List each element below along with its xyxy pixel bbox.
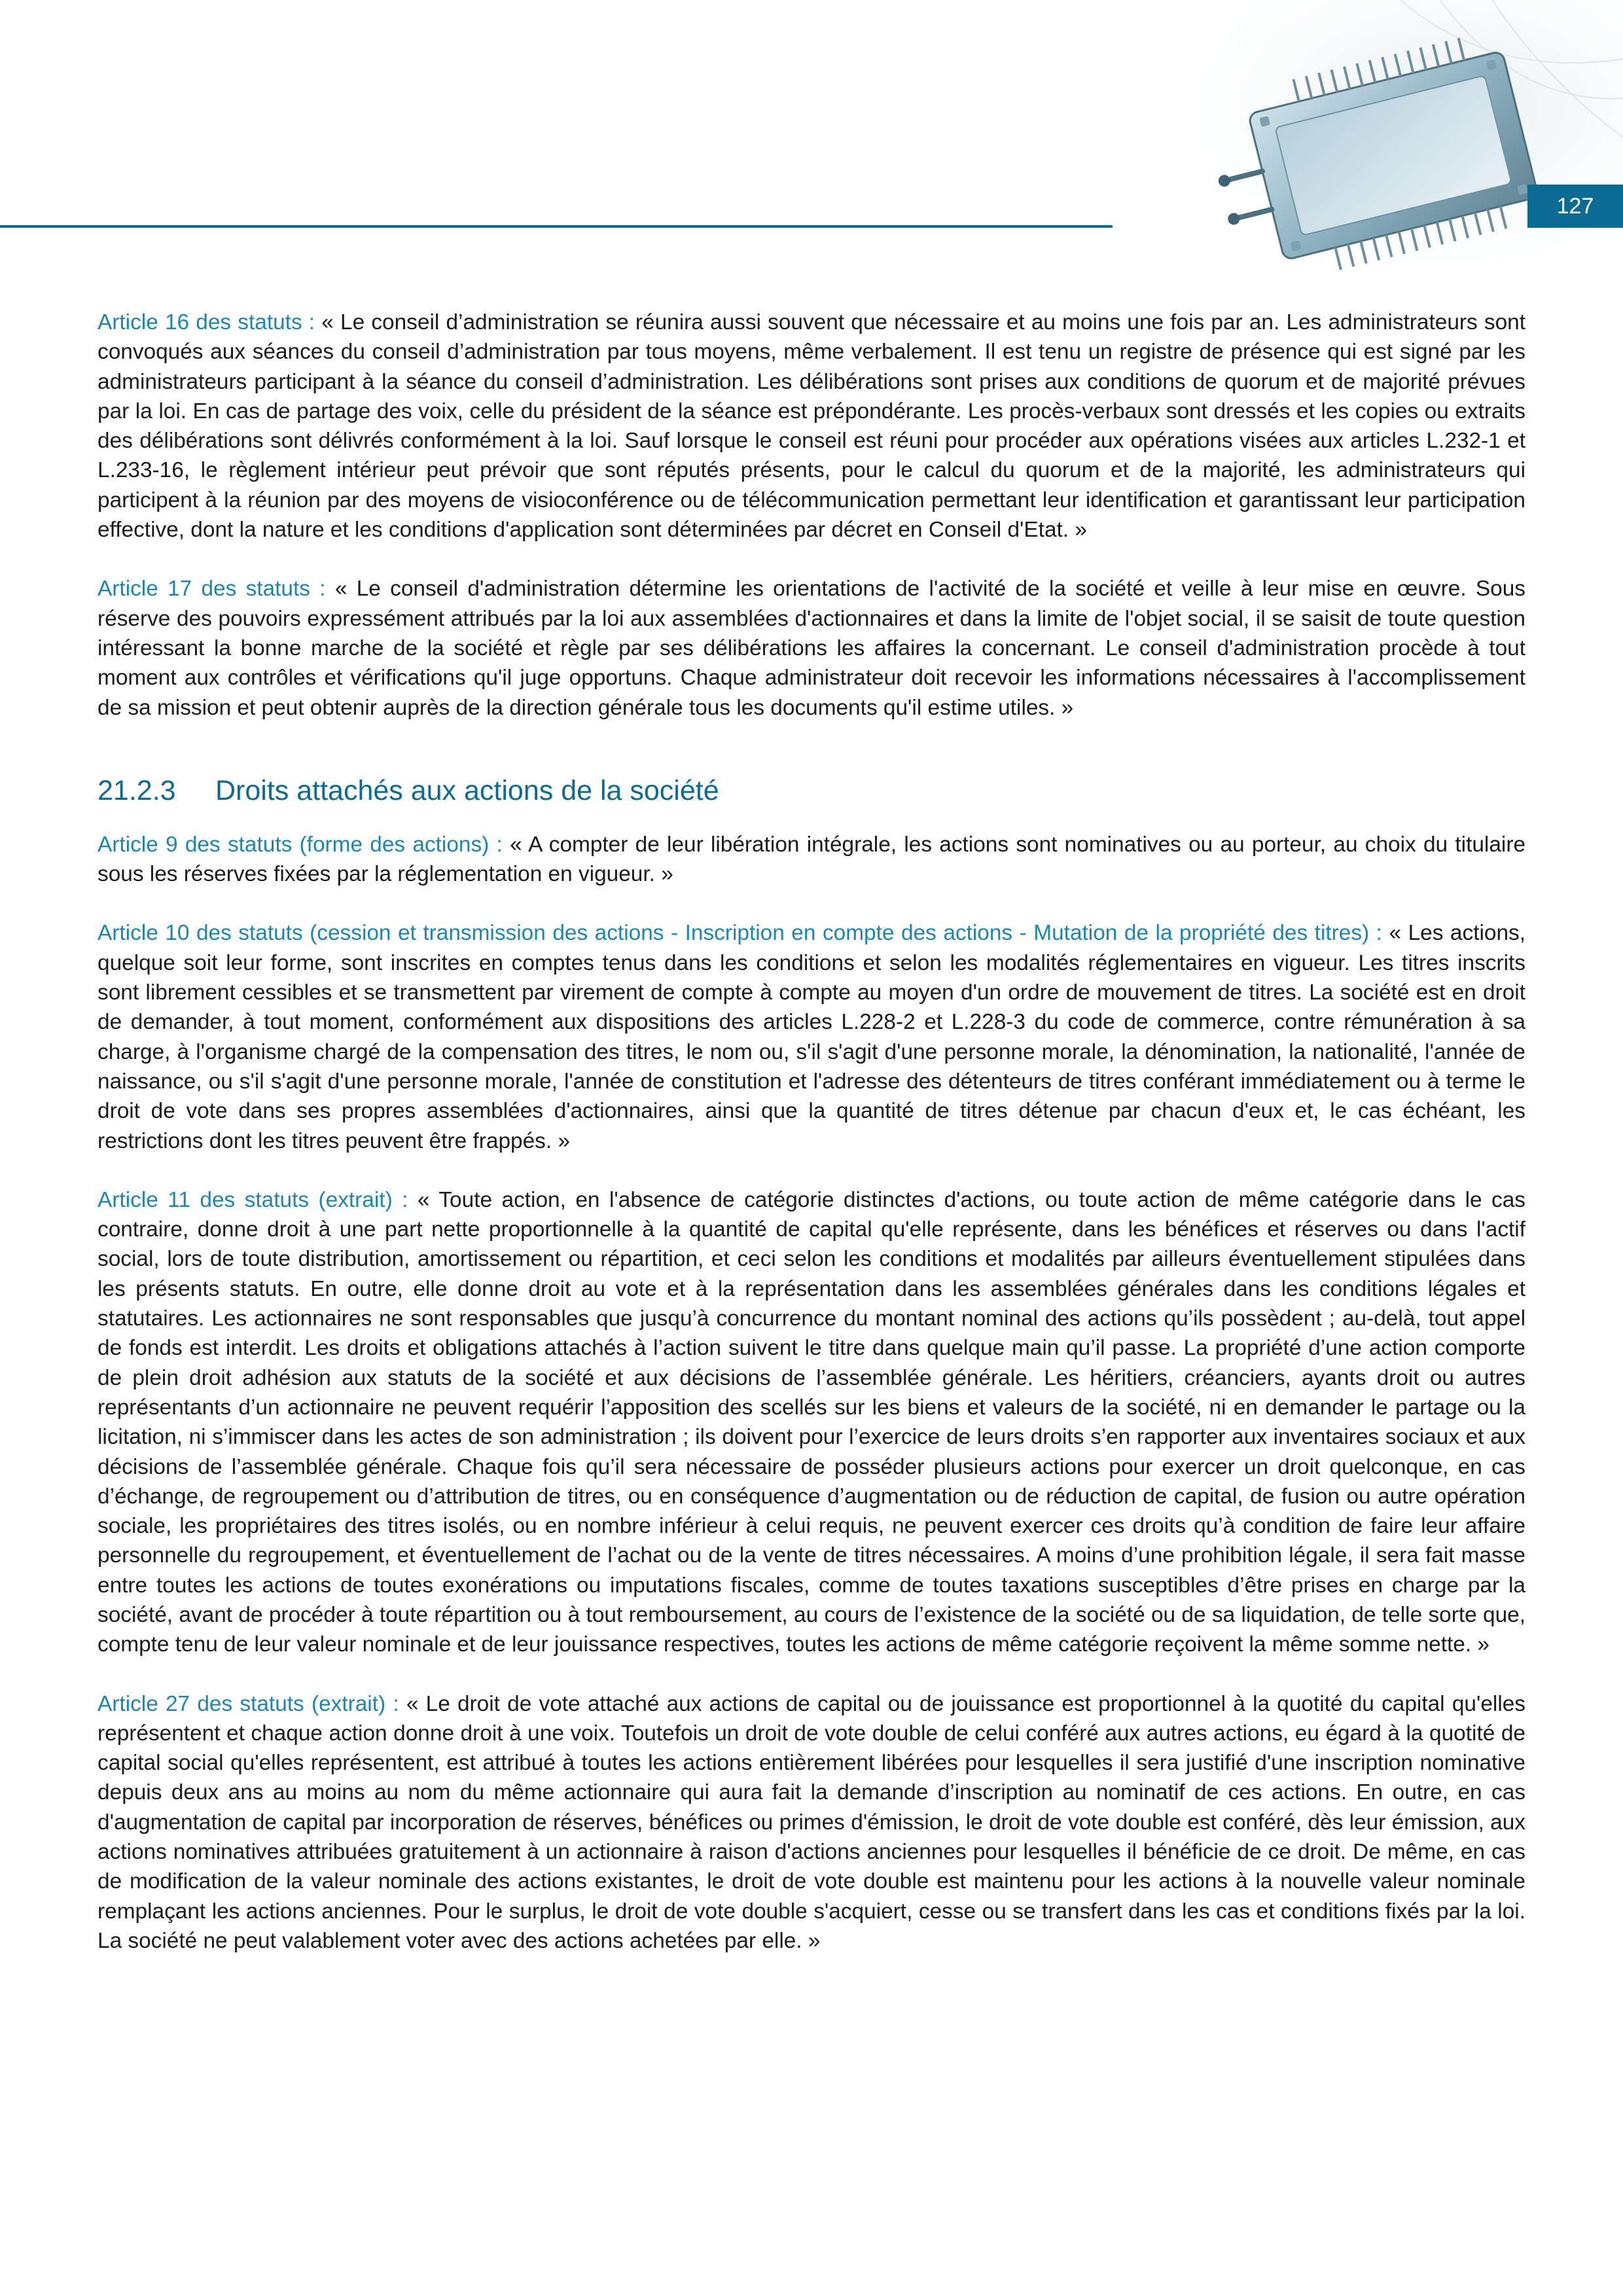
header-rule — [0, 225, 1113, 228]
article-label: Article 16 des statuts : — [98, 310, 315, 334]
page-number: 127 — [1527, 185, 1623, 228]
article-label: Article 9 des statuts (forme des actions) : — [98, 832, 503, 857]
article-text: « A compter de leur libération intégrale, les actions sont nominatives ou au porteur, au choix du titulaire sous les réserves fixées par la réglementation en vigueur. » — [98, 832, 1526, 887]
article-text: « Le droit de vote attaché aux actions de capital ou de jouissance est proportionnel à la quotité du capital qu'elles représentent et chaque action donne droit à une voix. Toutefois un droit de vote double de celui conféré aux autres actions, eu égard à la quotité de capital social qu'elles représentent, est attribué à toutes les actions entièrement libérées pour lesquelles il sera justifié d'une inscription nominative depuis deux ans au moins au nom du même actionnaire qui aura fait la demande d’inscription au nominatif de ces actions. En outre, en cas d'augmentation de capital par incorporation de réserves, bénéfices ou primes d'émission, le droit de vote double est conféré, dès leur émission, aux actions nominatives attribuées gratuitement à un actionnaire à raison d'actions anciennes pour lesquelles il bénéficie de ce droit. De même, en cas de modification de la valeur nominale des actions existantes, le droit de vote double est maintenu pour les actions à la nouvelle valeur nominale remplaçant les actions anciennes. Pour le surplus, le droit de vote double s'acquiert, cesse ou se transfert dans les cas et conditions fixés par la loi. La société ne peut valablement voter avec des actions achetées par elle. » — [98, 1691, 1526, 1953]
article-text: « Les actions, quelque soit leur forme, sont inscrites en comptes tenus dans les conditions et selon les modalités réglementaires en vigueur. Les titres inscrits sont librement cessibles et se transmettent par virement de compte à compte au moyen d'un ordre de mouvement de titres. La société est en droit de demander, à tout moment, conformément aux dispositions des articles L.228-2 et L.228-3 du code de commerce, contre rémunération à sa charge, à l'organisme chargé de la compensation des titres, le nom ou, s'il s'agit d'une personne morale, la dénomination, la nationalité, l'année de naissance, ou s'il s'agit d'une personne morale, l'année de constitution et l'adresse des détenteurs de titres conférant immédiatement ou à terme le droit de vote dans ses propres assemblées d'actionnaires, ainsi que la quantité de titres détenue par chacun d'eux et, le cas échéant, les restrictions dont les titres peuvent être frappés. » — [98, 921, 1525, 1153]
article-text: « Le conseil d’administration se réunira aussi souvent que nécessaire et au moins une fois par an. Les administrateurs sont convoqués aux séances du conseil d’administration par tous moyens, même verbalement. Il est tenu un registre de présence qui est signé par les administrateurs participant à la séance du conseil d’administration. Les délibérations sont prises aux conditions de quorum et de majorité prévues par la loi. En cas de partage des voix, celle du président de la séance est prépondérante. Les procès-verbaux sont dressés et les copies ou extraits des délibérations sont délivrés conformément à la loi. Sauf lorsque le conseil est réuni pour procéder aux opérations visées aux articles L.232-1 et L.233-16, le règlement intérieur peut prévoir que sont réputés présents, pour le calcul du quorum et de la majorité, les administrateurs qui participent à la réunion par des moyens de visioconférence ou de télécommunication permettant leur identification et garantissant leur participation effective, dont la nature et les conditions d'application sont déterminées par décret en Conseil d'Etat. » — [98, 310, 1525, 543]
article-17 — [98, 574, 1525, 722]
section-number: 21.2.3 — [98, 774, 176, 806]
article-label: Article 11 des statuts (extrait) : — [98, 1187, 408, 1212]
article-11 — [98, 1185, 1525, 1660]
section-heading — [98, 772, 1525, 809]
article-label: Article 10 des statuts (cession et transmission des actions - Inscription en compte des actions - Mutation de la propriété des titres) : — [98, 921, 1382, 946]
article-label: Article 27 des statuts (extrait) : — [98, 1691, 399, 1716]
article-label: Article 17 des statuts : — [98, 577, 326, 601]
article-16 — [98, 308, 1525, 545]
article-9 — [98, 830, 1525, 889]
article-27 — [98, 1689, 1525, 1956]
document-body — [98, 308, 1525, 1956]
article-text: « Toute action, en l'absence de catégorie distinctes d'actions, ou toute action de même catégorie dans le cas contraire, donne droit à une part nette proportionnelle à la quantité de capital qu'elle représente, dans les bénéfices et réserves ou dans l'actif social, lors de toute distribution, amortissement ou répartition, et ceci selon les conditions et modalités par ailleurs éventuellement stipulées dans les présents statuts. En outre, elle donne droit au vote et à la représentation dans les assemblées générales dans les conditions légales et statutaires. Les actionnaires ne sont responsables que jusqu’à concurrence du montant nominal des actions qu’ils possèdent ; au-delà, tout appel de fonds est interdit. Les droits et obligations attachés à l’action suivent le titre dans quelque main qu’il passe. La propriété d’une action comporte de plein droit adhésion aux statuts de la société et aux décisions de l’assemblée générale. Les héritiers, créanciers, ayants droit ou autres représentants d’un actionnaire ne peuvent requérir l’apposition des scellés sur les biens et valeurs de la société, ni en demander le partage ou la licitation, ni s’immiscer dans les actes de son administration ; ils doivent pour l’exercice de leurs droits s’en rapporter aux inventaires sociaux et aux décisions de l’assemblée générale. Chaque fois qu’il sera nécessaire de posséder plusieurs actions pour exercer un droit quelconque, en cas d’échange, de regroupement ou d’attribution de titres, ou en conséquence d’augmentation ou de réduction de capital, de fusion ou autre opération sociale, les propriétaires des titres isolés, ou en nombre inférieur à celui requis, ne peuvent exercer ces droits qu’à condition de faire leur affaire personnelle du regroupement, et éventuellement de l’achat ou de la vente de titres nécessaires. A moins d’une prohibition légale, il sera fait masse entre toutes les actions de toutes exonérations ou imputations fiscales, comme de toutes taxations susceptibles d’être prises en charge par la société, avant de procéder à toute répartition ou à tout remboursement, au cours de l’existence de la société ou de sa liquidation, de telle sorte que, compte tenu de leur valeur nominale et de leur jouissance respectives, toutes les actions de même catégorie reçoivent la même somme nette. » — [98, 1187, 1525, 1657]
article-10 — [98, 918, 1525, 1155]
electronic-module-illustration — [1126, 0, 1623, 308]
article-text: « Le conseil d'administration détermine les orientations de l'activité de la société et veille à leur mise en œuvre. Sous réserve des pouvoirs expressément attribués par la loi aux assemblées d'actionnaires et dans la limite de l'objet social, il se saisit de toute question intéressant la bonne marche de la société et règle par ses délibérations les affaires la concernant. Le conseil d'administration procède à tout moment aux contrôles et vérifications qu'il juge opportuns. Chaque administrateur doit recevoir les informations nécessaires à l'accomplissement de sa mission et peut obtenir auprès de la direction générale tous les documents qu'il estime utiles. » — [98, 577, 1526, 720]
section-title: Droits attachés aux actions de la société — [215, 774, 719, 806]
